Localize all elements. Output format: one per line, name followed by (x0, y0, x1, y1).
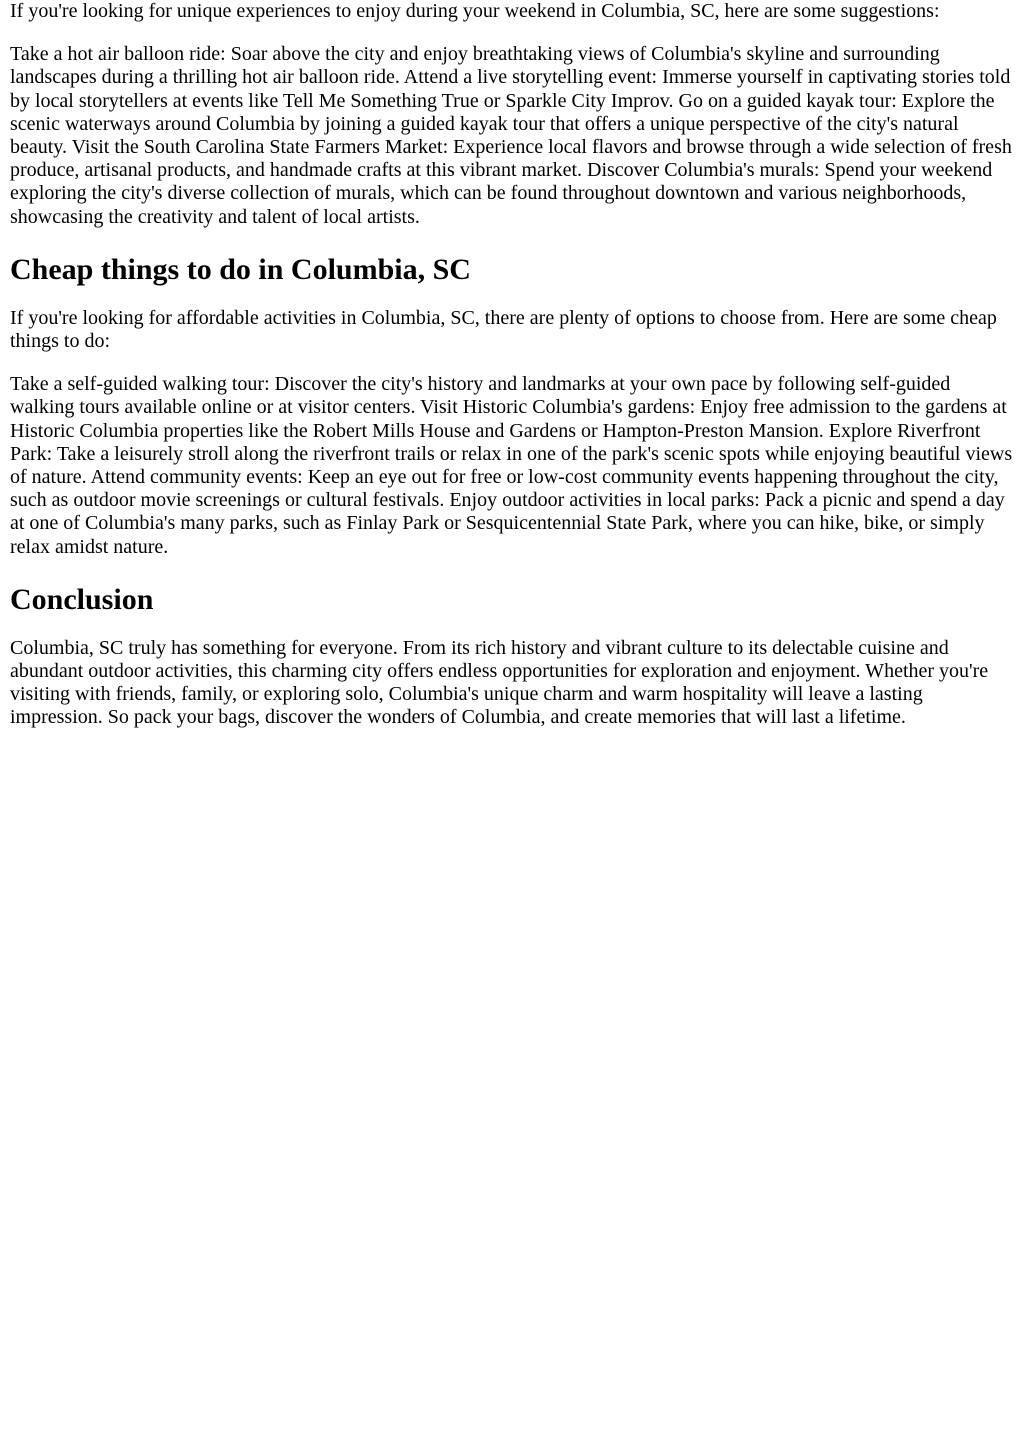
conclusion-paragraph: Columbia, SC truly has something for everyone. From its rich history and vibrant culture to its delectable cuisine and abundant outdoor activities, this charming city offers endless opportunities for exploration and enjoyment. Whether you're visiting with friends, family, or exploring solo, Columbia's unique charm and warm hospitality will leave a lasting impression. So pack your bags, discover the wonders of Columbia, and create memories that will last a lifetime. (10, 636, 989, 729)
conclusion-heading: Conclusion (10, 582, 154, 616)
cheap-things-heading: Cheap things to do in Columbia, SC (10, 252, 471, 286)
cheap-things-list-paragraph: Take a self-guided walking tour: Discover the city's history and landmarks at your own pace by following self-guided walking tours available online or at visitor centers. Visit Historic Columbia's gardens: Enjoy free admission to the gardens at Historic Columbia properties like the Robert Mills House and Gardens or Hampton-Preston Mansion. Explore Riverfront Park: Take a leisurely stroll along the riverfront trails or relax in one of the park's scenic spots while enjoying beautiful views of nature. Attend community events: Keep an eye out for free or low-cost community events happening throughout the city, such as outdoor movie screenings or cultural festivals. Enjoy outdoor activities in local parks: Pack a picnic and spend a day at one of Columbia's many parks, such as Finlay Park or Sesquicentennial State Park, where you can hike, bike, or simply relax amidst nature. (10, 373, 1013, 558)
cheap-things-lead-paragraph: If you're looking for affordable activities in Columbia, SC, there are plenty of options to choose from. Here are some cheap things to do: (10, 306, 997, 353)
weekend-suggestions-paragraph: Take a hot air balloon ride: Soar above the city and enjoy breathtaking views of Columbia's skyline and surrounding landscapes during a thrilling hot air balloon ride. Attend a live storytelling event: Immerse yourself in captivating stories told by local storytellers at events like Tell Me Something True or Sparkle City Improv. Go on a guided kayak tour: Explore the scenic waterways around Columbia by joining a guided kayak tour that offers a unique perspective of the city's natural beauty. Visit the South Carolina State Farmers Market: Experience local flavors and browse through a wide selection of fresh produce, artisanal products, and handmade crafts at this vibrant market. Discover Columbia's murals: Spend your weekend exploring the city's diverse collection of murals, which can be found throughout downtown and various neighborhoods, showcasing the creativity and talent of local artists. (10, 43, 1012, 228)
intro-lead-paragraph: If you're looking for unique experiences to enjoy during your weekend in Columbia, SC, here are some suggestions: (10, 0, 940, 22)
